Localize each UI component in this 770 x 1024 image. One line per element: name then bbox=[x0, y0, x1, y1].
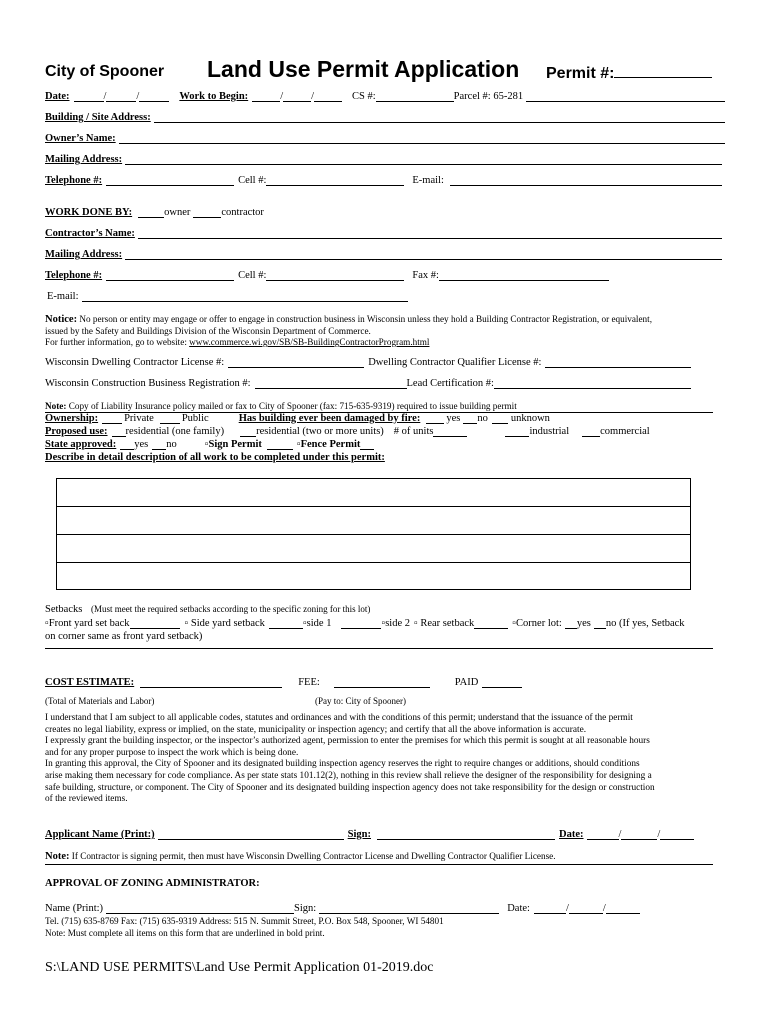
describe-work-label: Describe in detail description of all work to be completed under this permit: bbox=[45, 452, 385, 463]
owner-name-label: Owner’s Name: bbox=[45, 133, 116, 144]
approval-name-field[interactable] bbox=[106, 904, 294, 914]
contractor-note-text: If Contractor is signing permit, then must have Wisconsin Dwelling Contractor License and Dwelling Contractor Qualifier License. bbox=[71, 851, 556, 861]
contractor-phone-field[interactable] bbox=[106, 271, 234, 281]
notice-text-3: For further information, go to website: bbox=[45, 337, 190, 347]
approval-sign-label: Sign: bbox=[294, 903, 317, 914]
owner-mailing-label: Mailing Address: bbox=[45, 154, 123, 165]
owner-mailing-line bbox=[45, 154, 722, 165]
site-address-field[interactable] bbox=[154, 113, 725, 123]
insurance-note bbox=[45, 401, 517, 411]
setbacks-divider bbox=[45, 648, 713, 649]
fence-permit-field[interactable] bbox=[360, 440, 374, 450]
side1-label: ▫side 1 bbox=[302, 618, 332, 629]
contractor-email-label: E-mail: bbox=[47, 291, 79, 302]
contractor-name-line bbox=[45, 228, 722, 239]
state-approved-label: State approved: bbox=[45, 439, 117, 450]
date-day-field[interactable] bbox=[106, 92, 136, 102]
site-address-line bbox=[45, 112, 725, 123]
notice-label: Notice: bbox=[45, 314, 78, 325]
contractor-cell-field[interactable] bbox=[266, 271, 404, 281]
parcel-field[interactable] bbox=[526, 92, 725, 102]
corner-lot-text: Corner lot: bbox=[516, 618, 562, 629]
sign-permit-field[interactable] bbox=[267, 440, 293, 450]
paid-field[interactable] bbox=[482, 678, 522, 688]
approval-date-year[interactable] bbox=[606, 904, 640, 914]
applicant-sign-label: Sign: bbox=[347, 829, 371, 840]
contractor-mailing-line bbox=[45, 249, 722, 260]
fire-yes-check[interactable] bbox=[426, 414, 444, 424]
owner-email-field[interactable] bbox=[450, 176, 722, 186]
statement-line: creates no legal liability, express or implied, on the state, municipality or inspection agency; and certify that all the above information is accurate. bbox=[45, 724, 587, 735]
work-done-by-label: WORK DONE BY: bbox=[45, 207, 133, 218]
dwelling-license-label: Wisconsin Dwelling Contractor License #: bbox=[45, 357, 225, 368]
dwelling-license-line bbox=[45, 357, 691, 368]
cost-line bbox=[45, 677, 522, 688]
side-yard-label: ▫ Side yard setback bbox=[184, 618, 265, 629]
contractor-email-field[interactable] bbox=[82, 292, 408, 302]
corner-yes-check[interactable] bbox=[565, 619, 577, 629]
res-two-option: residential (two or more units) bbox=[256, 426, 384, 437]
pay-to-note: (Pay to: City of Spooner) bbox=[315, 696, 406, 706]
sign-permit-text: Sign Permit bbox=[208, 439, 262, 450]
res-one-option: residential (one family) bbox=[125, 426, 225, 437]
description-line-3 bbox=[57, 562, 690, 563]
applicant-date-year[interactable] bbox=[660, 830, 694, 840]
owner-mailing-field[interactable] bbox=[125, 155, 722, 165]
description-line-2 bbox=[57, 534, 690, 535]
complete-items-note: Note: Must complete all items on this form that are underlined in bold print. bbox=[45, 928, 325, 938]
owner-phone-line bbox=[45, 175, 722, 186]
description-line-1 bbox=[57, 506, 690, 507]
industrial-check[interactable] bbox=[505, 427, 529, 437]
permit-number-text: Permit #: bbox=[546, 65, 615, 82]
setbacks-note: (Must meet the required setbacks according to the specific zoning for this lot) bbox=[90, 604, 371, 614]
sign-permit-box-icon: ▫ bbox=[204, 439, 209, 450]
fence-permit-text: Fence Permit bbox=[300, 439, 361, 450]
rear-label: ▫ Rear setback bbox=[414, 618, 475, 629]
insurance-note-text: Copy of Liability Insurance policy mailed or fax to City of Spooner (fax: 715-635-9319) required to issue building permit bbox=[68, 401, 517, 411]
contractor-check-field[interactable] bbox=[193, 208, 221, 218]
permit-number-label bbox=[546, 63, 712, 83]
approval-signature-line: Name (Print:) Sign: Date: / / bbox=[45, 903, 640, 914]
contractor-signing-note bbox=[45, 851, 556, 862]
commercial-check[interactable] bbox=[582, 427, 600, 437]
statement-line: I understand that I am subject to all applicable codes, statutes and ordinances and with the conditions of this permit; understand that the issuance of the permit bbox=[45, 713, 633, 723]
public-option: Public bbox=[181, 413, 209, 424]
date-label: Date: bbox=[45, 91, 70, 102]
setbacks-heading bbox=[45, 604, 370, 615]
fence-permit-box-icon: ▫ bbox=[296, 439, 301, 450]
statement-line: I expressly grant the building inspector, or the inspector’s authorized agent, permission to enter the premises for which this permit is sought at all reasonable hours bbox=[45, 736, 650, 747]
cost-estimate-label: COST ESTIMATE: bbox=[45, 677, 135, 688]
approval-title: APPROVAL OF ZONING ADMINISTRATOR: bbox=[45, 878, 260, 889]
lead-certification-label: Lead Certification #: bbox=[406, 378, 494, 389]
owner-cell-label: Cell #: bbox=[238, 175, 267, 186]
fire-no-check[interactable] bbox=[463, 414, 477, 424]
owner-name-line bbox=[45, 133, 725, 144]
approval-date-month[interactable] bbox=[534, 904, 566, 914]
units-label: # of units bbox=[393, 426, 434, 437]
fire-unknown-option: unknown bbox=[510, 413, 550, 424]
owner-phone-field[interactable] bbox=[106, 176, 234, 186]
statement-line: In granting this approval, the City of Spooner and its designated building inspection agency reserves the right to require changes or additions, should conditions bbox=[45, 759, 640, 770]
proposed-use-line bbox=[45, 426, 650, 437]
res-one-check[interactable] bbox=[112, 427, 126, 437]
office-contact: Tel. (715) 635-8769 Fax: (715) 635-9319 Address: 515 N. Summit Street, P.O. Box 548, Spooner, WI 54801 bbox=[45, 916, 444, 926]
statement-line: and for any proper purpose to inspect the work which is being done. bbox=[45, 747, 299, 758]
applicant-date-label: Date: bbox=[559, 829, 584, 840]
approval-sign-field[interactable] bbox=[319, 904, 499, 914]
contractor-notice bbox=[45, 314, 715, 349]
approval-date-label: Date: bbox=[507, 903, 530, 914]
approval-divider bbox=[45, 864, 713, 865]
notice-line-2: issued by the Safety and Buildings Division of the Wisconsin Department of Commerce. bbox=[45, 325, 371, 336]
notice-text-1: No person or entity may engage or offer to engage in construction business in Wisconsin unless they hold a Building Contractor Registration, or equivalent, bbox=[79, 314, 653, 324]
corner-yes-option: yes bbox=[576, 618, 591, 629]
date-line: Date: / / Work to Begin: / / CS #: Parcel #: 65-281 bbox=[45, 91, 725, 102]
side-yard-text: Side yard setback bbox=[190, 618, 265, 629]
commerce-website-link[interactable]: www.commerce.wi.gov/SB/SB-BuildingContractorProgram.html bbox=[189, 337, 430, 347]
dwelling-license-field[interactable] bbox=[228, 358, 364, 368]
commercial-option: commercial bbox=[600, 426, 650, 437]
paid-label: PAID bbox=[454, 677, 479, 688]
business-registration-field[interactable] bbox=[255, 379, 407, 389]
contractor-fax-field[interactable] bbox=[439, 271, 609, 281]
applicant-name-field[interactable] bbox=[158, 830, 344, 840]
contractor-phone-label: Telephone #: bbox=[45, 270, 103, 281]
contractor-mailing-label: Mailing Address: bbox=[45, 249, 123, 260]
qualifier-license-field[interactable] bbox=[545, 358, 691, 368]
front-yard-text: Front yard set back bbox=[48, 618, 130, 629]
business-registration-label: Wisconsin Construction Business Registration #: bbox=[45, 378, 251, 389]
fee-label: FEE: bbox=[298, 677, 320, 688]
state-approved-line bbox=[45, 439, 374, 450]
side1-field[interactable] bbox=[269, 619, 303, 629]
work-description-box[interactable] bbox=[56, 478, 691, 590]
state-no-option: no bbox=[166, 439, 177, 450]
contractor-mailing-field[interactable] bbox=[125, 250, 722, 260]
setbacks-line bbox=[45, 618, 685, 629]
work-begin-month-field[interactable] bbox=[252, 92, 280, 102]
ownership-label: Ownership: bbox=[45, 413, 99, 424]
private-check[interactable] bbox=[102, 414, 122, 424]
work-begin-year-field[interactable] bbox=[314, 92, 342, 102]
state-yes-option: yes bbox=[134, 439, 149, 450]
approval-name-label: Name (Print:) bbox=[45, 903, 104, 914]
owner-email-label: E-mail: bbox=[412, 175, 444, 186]
contractor-email-line bbox=[47, 291, 408, 302]
cost-estimate-field[interactable] bbox=[140, 678, 282, 688]
statement-line: of the reviewed items. bbox=[45, 794, 128, 805]
approval-date-day[interactable] bbox=[569, 904, 603, 914]
owner-name-field[interactable] bbox=[119, 134, 725, 144]
notice-line-1 bbox=[45, 314, 715, 326]
fence-permit-option[interactable] bbox=[297, 439, 361, 450]
file-path-footer: S:\LAND USE PERMITS\Land Use Permit Application 01-2019.doc bbox=[45, 960, 434, 975]
site-address-label: Building / Site Address: bbox=[45, 112, 151, 123]
sign-permit-option[interactable] bbox=[205, 439, 262, 450]
state-no-check[interactable] bbox=[152, 440, 166, 450]
fee-field[interactable] bbox=[334, 678, 430, 688]
owner-phone-label: Telephone #: bbox=[45, 175, 103, 186]
setbacks-title: Setbacks bbox=[45, 604, 83, 615]
private-option: Private bbox=[124, 413, 154, 424]
state-yes-check[interactable] bbox=[120, 440, 134, 450]
work-done-by-line bbox=[45, 207, 264, 218]
contractor-cell-label: Cell #: bbox=[238, 270, 267, 281]
setbacks-line-2: on corner same as front yard setback) bbox=[45, 631, 203, 642]
date-month-field[interactable] bbox=[74, 92, 104, 102]
corner-no-check[interactable] bbox=[594, 619, 606, 629]
parcel-label: Parcel #: 65-281 bbox=[453, 91, 524, 102]
rear-text: Rear setback bbox=[420, 618, 475, 629]
front-yard-field[interactable] bbox=[130, 619, 180, 629]
fire-unknown-check[interactable] bbox=[492, 414, 508, 424]
proposed-use-label: Proposed use: bbox=[45, 426, 108, 437]
contractor-phone-line bbox=[45, 270, 609, 281]
insurance-note-label: Note: bbox=[45, 401, 67, 411]
applicant-date-month[interactable] bbox=[587, 830, 619, 840]
applicant-signature-line: Applicant Name (Print:) Sign: Date: / / bbox=[45, 829, 694, 840]
form-title: Land Use Permit Application bbox=[207, 56, 520, 82]
ownership-line bbox=[45, 413, 550, 424]
applicant-date-day[interactable] bbox=[621, 830, 657, 840]
lead-certification-field[interactable] bbox=[494, 379, 691, 389]
statement-line: safe building, structure, or component. The City of Spooner and its designated building inspection agency does not take responsibility for the design or construction bbox=[45, 782, 655, 793]
contractor-note-label: Note: bbox=[45, 851, 70, 862]
notice-line-3 bbox=[45, 337, 715, 349]
date-year-field[interactable] bbox=[139, 92, 169, 102]
corner-lot-label: ▫Corner lot: bbox=[512, 618, 562, 629]
owner-cell-field[interactable] bbox=[266, 176, 404, 186]
contractor-option: contractor bbox=[221, 207, 264, 218]
public-check[interactable] bbox=[160, 414, 180, 424]
side1-text: side 1 bbox=[306, 618, 332, 629]
contractor-name-field[interactable] bbox=[138, 229, 722, 239]
rear-field[interactable] bbox=[474, 619, 508, 629]
city-name: City of Spooner bbox=[45, 63, 165, 80]
fire-no-option: no bbox=[477, 413, 488, 424]
side2-field[interactable] bbox=[341, 619, 381, 629]
statement-line: arise making them necessary for code compliance. As per state stats 101.12(2), nothing in this review shall relieve the designer of the responsibility for designing a bbox=[45, 770, 652, 781]
qualifier-license-label: Dwelling Contractor Qualifier License #: bbox=[368, 357, 542, 368]
cs-label: CS #: bbox=[352, 91, 376, 102]
applicant-sign-field[interactable] bbox=[377, 830, 555, 840]
cs-field[interactable] bbox=[376, 92, 454, 102]
industrial-option: industrial bbox=[529, 426, 570, 437]
units-field[interactable] bbox=[433, 427, 467, 437]
work-begin-label: Work to Begin: bbox=[179, 91, 249, 102]
applicant-statement bbox=[45, 713, 715, 806]
materials-labor-note: (Total of Materials and Labor) bbox=[45, 696, 155, 706]
work-begin-day-field[interactable] bbox=[283, 92, 311, 102]
contractor-name-label: Contractor’s Name: bbox=[45, 228, 135, 239]
fire-yes-option: yes bbox=[446, 413, 461, 424]
contractor-fax-label: Fax #: bbox=[412, 270, 439, 281]
side2-label: ▫side 2 bbox=[381, 618, 410, 629]
owner-option: owner bbox=[164, 207, 191, 218]
side2-text: side 2 bbox=[385, 618, 410, 629]
applicant-name-label: Applicant Name (Print:) bbox=[45, 829, 155, 840]
owner-check-field[interactable] bbox=[138, 208, 164, 218]
business-registration-line bbox=[45, 378, 691, 389]
permit-number-field[interactable] bbox=[614, 63, 712, 78]
res-two-check[interactable] bbox=[240, 427, 256, 437]
fire-damage-label: Has building ever been damaged by fire: bbox=[238, 413, 421, 424]
front-yard-label: ▫Front yard set back bbox=[45, 618, 130, 629]
corner-no-option: no (If yes, Setback bbox=[605, 618, 685, 629]
